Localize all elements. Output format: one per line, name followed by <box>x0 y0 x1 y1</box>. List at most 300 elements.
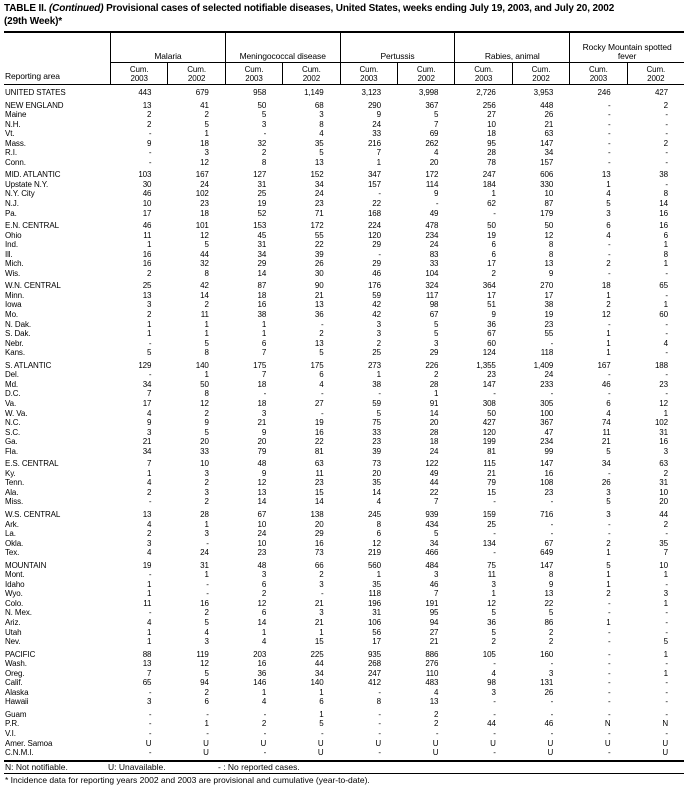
value-cell: 273 <box>367 360 381 370</box>
column-group-meningococcal: Meningococcal disease <box>225 33 340 63</box>
value-cell: - <box>665 627 668 637</box>
value-cell: U <box>662 748 668 758</box>
value-cell: - <box>665 389 668 399</box>
value-cell: - <box>608 100 611 110</box>
value-cell: 11 <box>315 468 324 478</box>
reporting-area-cell: Ariz. <box>5 617 21 627</box>
value-cell: 147 <box>482 379 496 389</box>
reporting-area-cell: MID. ATLANTIC <box>5 170 61 180</box>
value-cell: 1 <box>491 589 496 599</box>
value-cell: 14 <box>257 617 267 627</box>
value-cell: 17 <box>544 290 554 300</box>
table-section <box>4 101 684 168</box>
table-row <box>4 659 684 669</box>
value-cell: 5 <box>663 637 668 647</box>
value-cell: 16 <box>544 468 554 478</box>
value-cell: 3 <box>606 509 611 519</box>
value-cell: 716 <box>540 509 554 519</box>
value-cell: 16 <box>142 249 152 259</box>
value-cell: 560 <box>367 560 381 570</box>
value-cell: 5 <box>434 110 439 120</box>
value-cell: - <box>665 179 668 189</box>
table-row <box>4 348 684 358</box>
reporting-area-cell: E.S. CENTRAL <box>5 459 59 469</box>
reporting-area-cell: Fla. <box>5 446 18 456</box>
reporting-area-cell: NEW ENGLAND <box>5 100 64 110</box>
value-cell: - <box>206 589 209 599</box>
reporting-area-cell: W.S. CENTRAL <box>5 509 61 519</box>
value-cell: 28 <box>200 509 209 519</box>
value-cell: 3 <box>663 446 668 456</box>
reporting-area-cell: Minn. <box>5 290 25 300</box>
value-cell: 168 <box>367 208 381 218</box>
value-cell: 324 <box>425 281 439 291</box>
value-cell: 20 <box>257 437 267 447</box>
value-cell: 18 <box>200 138 209 148</box>
table-row <box>4 209 684 219</box>
value-cell: 1 <box>319 627 324 637</box>
value-cell: 23 <box>487 370 496 380</box>
table-section <box>4 221 684 278</box>
value-cell: 21 <box>142 437 152 447</box>
value-cell: 1,409 <box>533 360 554 370</box>
column-header-meningococcal-cum-2002 <box>282 63 339 84</box>
value-cell: - <box>665 290 668 300</box>
value-cell: - <box>378 249 381 259</box>
value-cell: 95 <box>429 608 439 618</box>
value-cell: 3,953 <box>533 88 554 97</box>
value-cell: 5 <box>147 348 152 358</box>
value-cell: 75 <box>487 560 496 570</box>
value-cell: 46 <box>142 189 152 199</box>
column-header-rmsf-cum-2002 <box>627 63 684 84</box>
value-cell: 90 <box>314 281 324 291</box>
value-cell: 29 <box>429 348 439 358</box>
value-cell: U <box>662 738 668 748</box>
value-cell: 886 <box>425 649 439 659</box>
value-cell: 2 <box>204 687 209 697</box>
year-label: 2003 <box>130 74 148 83</box>
value-cell: 36 <box>257 668 267 678</box>
value-cell: 62 <box>487 199 496 209</box>
value-cell: 34 <box>544 148 554 158</box>
value-cell: - <box>665 329 668 339</box>
reporting-area-cell: S. Dak. <box>5 329 31 339</box>
table-row <box>4 300 684 310</box>
value-cell: 42 <box>372 300 381 310</box>
value-cell: 2 <box>606 259 611 269</box>
value-cell: 2 <box>147 310 152 320</box>
value-cell: 153 <box>253 221 267 231</box>
value-cell: - <box>608 157 611 167</box>
value-cell: 196 <box>367 598 381 608</box>
value-cell: 24 <box>200 548 209 558</box>
value-cell: 2 <box>663 138 668 148</box>
reporting-area-cell: PACIFIC <box>5 649 36 659</box>
value-cell: 203 <box>253 649 267 659</box>
value-cell: 8 <box>548 570 554 580</box>
value-cell: 1 <box>261 319 267 329</box>
value-cell: 958 <box>253 88 267 97</box>
value-cell: 27 <box>487 110 496 120</box>
value-cell: 103 <box>138 170 152 180</box>
value-cell: 129 <box>138 360 152 370</box>
table-row <box>4 697 684 707</box>
table-row <box>4 688 684 698</box>
value-cell: 5 <box>376 408 381 418</box>
value-cell: 6 <box>491 249 496 259</box>
value-cell: - <box>608 659 611 669</box>
table-row <box>4 139 684 149</box>
table-row <box>4 428 684 438</box>
value-cell: 3 <box>376 319 381 329</box>
value-cell: - <box>665 608 668 618</box>
value-cell: 55 <box>544 329 554 339</box>
value-cell: 12 <box>200 157 209 167</box>
table-section <box>4 650 684 707</box>
value-cell: 16 <box>314 427 324 437</box>
value-cell: 7 <box>261 348 267 358</box>
value-cell: - <box>148 570 152 580</box>
value-cell: 122 <box>425 459 439 469</box>
value-cell: 10 <box>257 538 267 548</box>
value-cell: - <box>665 529 668 539</box>
value-cell: 2 <box>204 408 209 418</box>
value-cell: 6 <box>261 608 267 618</box>
table-row <box>4 520 684 530</box>
value-cell: 10 <box>659 487 668 497</box>
value-cell: 18 <box>257 379 267 389</box>
value-cell: 5 <box>204 240 209 250</box>
reporting-area-cell: Ark. <box>5 519 19 529</box>
value-cell: 35 <box>372 579 381 589</box>
value-cell: - <box>263 729 267 738</box>
value-cell: 11 <box>487 570 496 580</box>
value-cell: - <box>608 687 611 697</box>
table-row <box>4 110 684 120</box>
value-cell: 2 <box>204 497 209 507</box>
value-cell: 448 <box>540 100 554 110</box>
value-cell: - <box>493 659 496 669</box>
reporting-area-cell: Miss. <box>5 497 24 507</box>
value-cell: 3 <box>491 687 496 697</box>
value-cell: 199 <box>482 437 496 447</box>
value-cell: 4 <box>606 189 611 199</box>
reporting-area-cell: Wash. <box>5 659 27 669</box>
value-cell: 5 <box>606 560 611 570</box>
value-cell: U <box>260 738 267 748</box>
value-cell: N <box>662 719 668 729</box>
value-cell: 6 <box>261 338 267 348</box>
value-cell: 27 <box>314 398 324 408</box>
value-cell: 50 <box>200 379 209 389</box>
value-cell: 11 <box>200 310 209 320</box>
value-cell: - <box>493 548 496 558</box>
table-row <box>4 510 684 520</box>
value-cell: - <box>608 110 611 120</box>
value-cell: 4 <box>147 548 152 558</box>
reporting-area-cell: N.J. <box>5 199 19 209</box>
value-cell: - <box>148 148 152 158</box>
table-row <box>4 291 684 301</box>
table-section <box>4 361 684 456</box>
year-label: 2002 <box>417 74 435 83</box>
value-cell: - <box>550 338 554 348</box>
value-cell: 2 <box>606 300 611 310</box>
value-cell: 28 <box>487 148 496 158</box>
value-cell: 8 <box>376 697 381 707</box>
value-cell: - <box>665 579 668 589</box>
value-cell: 11 <box>143 230 152 240</box>
reporting-area-cell: R.I. <box>5 148 18 158</box>
reporting-area-cell: Ohio <box>5 230 22 240</box>
value-cell: - <box>378 389 381 399</box>
value-cell: 1 <box>204 129 209 139</box>
value-cell: 219 <box>367 548 381 558</box>
value-cell: 127 <box>253 170 267 180</box>
value-cell: 5 <box>606 497 611 507</box>
value-cell: 1 <box>147 589 152 599</box>
value-cell: 73 <box>314 548 324 558</box>
value-cell: 12 <box>601 310 611 320</box>
value-cell: 16 <box>142 259 152 269</box>
cum-label: Cum. <box>589 65 608 74</box>
value-cell: 21 <box>487 468 496 478</box>
value-cell: 12 <box>544 230 554 240</box>
value-cell: 13 <box>314 300 324 310</box>
table-row <box>4 370 684 380</box>
value-cell: 167 <box>597 360 611 370</box>
value-cell: 34 <box>142 446 152 456</box>
value-cell: 9 <box>261 427 267 437</box>
value-cell: 18 <box>200 208 209 218</box>
value-cell: - <box>608 697 611 707</box>
value-cell: 4 <box>434 687 439 697</box>
column-header-meningococcal-cum-2003 <box>225 63 282 84</box>
value-cell: 23 <box>257 548 267 558</box>
value-cell: 1,149 <box>304 88 324 97</box>
value-cell: - <box>148 748 152 758</box>
value-cell: 16 <box>659 437 668 447</box>
value-cell: 2 <box>434 709 439 719</box>
value-cell: - <box>148 687 152 697</box>
value-cell: 1 <box>606 617 611 627</box>
value-cell: 308 <box>482 398 496 408</box>
value-cell: 17 <box>487 290 496 300</box>
table-row <box>4 529 684 539</box>
value-cell: 3 <box>606 208 611 218</box>
value-cell: 4 <box>147 617 152 627</box>
value-cell: 100 <box>540 408 554 418</box>
value-cell: 29 <box>372 259 381 269</box>
value-cell: 18 <box>601 281 611 291</box>
value-cell: 11 <box>143 598 152 608</box>
value-cell: 22 <box>429 487 439 497</box>
value-cell: 3 <box>548 668 554 678</box>
value-cell: 102 <box>195 189 209 199</box>
reporting-area-cell: Vt. <box>5 129 15 139</box>
value-cell: 606 <box>540 170 554 180</box>
value-cell: - <box>608 748 611 758</box>
value-cell: 268 <box>367 659 381 669</box>
value-cell: - <box>665 709 668 719</box>
value-cell: 2 <box>606 538 611 548</box>
value-cell: - <box>608 668 611 678</box>
value-cell: 5 <box>261 110 267 120</box>
value-cell: 81 <box>487 446 496 456</box>
value-cell: 234 <box>540 437 554 447</box>
year-label: 2002 <box>647 74 665 83</box>
value-cell: 1 <box>319 687 324 697</box>
table-row <box>4 281 684 291</box>
value-cell: - <box>321 589 324 599</box>
value-cell: 167 <box>195 170 209 180</box>
value-cell: 29 <box>372 240 381 250</box>
value-cell: 245 <box>367 509 381 519</box>
value-cell: 2 <box>147 119 152 129</box>
year-label: 2003 <box>360 74 378 83</box>
value-cell: 21 <box>429 637 439 647</box>
value-cell: - <box>148 719 152 729</box>
value-cell: 20 <box>429 418 439 428</box>
value-cell: 46 <box>601 379 611 389</box>
reporting-area-cell: Iowa <box>5 300 22 310</box>
reporting-area-cell: Mich. <box>5 259 24 269</box>
table-row <box>4 170 684 180</box>
value-cell: 131 <box>540 678 554 688</box>
value-cell: 330 <box>540 179 554 189</box>
value-cell: 3 <box>434 338 439 348</box>
value-cell: 412 <box>367 678 381 688</box>
value-cell: 67 <box>544 538 554 548</box>
value-cell: 13 <box>142 100 152 110</box>
value-cell: 290 <box>367 100 381 110</box>
value-cell: - <box>665 370 668 380</box>
table-row <box>4 447 684 457</box>
value-cell: 2 <box>147 529 152 539</box>
value-cell: 44 <box>314 659 324 669</box>
value-cell: 46 <box>372 268 381 278</box>
value-cell: U <box>203 748 209 758</box>
value-cell: - <box>608 649 611 659</box>
value-cell: 13 <box>142 290 152 300</box>
value-cell: 427 <box>654 88 668 97</box>
value-cell: U <box>317 738 324 748</box>
value-cell: 7 <box>147 459 152 469</box>
reporting-area-cell: Oreg. <box>5 668 25 678</box>
value-cell: 9 <box>434 189 439 199</box>
value-cell: 6 <box>319 370 324 380</box>
value-cell: 29 <box>314 529 324 539</box>
table-body <box>4 85 684 758</box>
column-group-malaria: Malaria <box>110 33 225 63</box>
value-cell: 10 <box>200 459 209 469</box>
value-cell: 12 <box>487 598 496 608</box>
column-group-rmsf: Rocky Mountain spotted fever <box>569 33 684 63</box>
value-cell: 14 <box>372 487 381 497</box>
value-cell: 1 <box>147 637 152 647</box>
value-cell: 49 <box>429 468 439 478</box>
value-cell: 38 <box>372 379 381 389</box>
table-row <box>4 650 684 660</box>
value-cell: 12 <box>200 230 209 240</box>
value-cell: 10 <box>487 119 496 129</box>
value-cell: 8 <box>548 249 554 259</box>
value-cell: - <box>608 138 611 148</box>
value-cell: 5 <box>606 199 611 209</box>
reporting-area-cell: Tenn. <box>5 478 25 488</box>
value-cell: 79 <box>487 478 496 488</box>
value-cell: 939 <box>425 509 439 519</box>
value-cell: 4 <box>147 519 152 529</box>
value-cell: 5 <box>434 319 439 329</box>
value-cell: 5 <box>491 627 496 637</box>
value-cell: - <box>608 148 611 158</box>
value-cell: 20 <box>659 497 668 507</box>
value-cell: 4 <box>147 408 152 418</box>
reporting-area-cell: Guam <box>5 709 27 719</box>
value-cell: 94 <box>429 617 439 627</box>
value-cell: - <box>550 729 554 738</box>
value-cell: 20 <box>372 468 381 478</box>
column-header-rabies-cum-2003 <box>454 63 511 84</box>
value-cell: 67 <box>429 310 439 320</box>
value-cell: 71 <box>314 208 324 218</box>
value-cell: - <box>148 370 152 380</box>
value-cell: 16 <box>257 659 267 669</box>
value-cell: 7 <box>147 668 152 678</box>
value-cell: 1 <box>606 579 611 589</box>
column-header-pertussis-cum-2003 <box>340 63 397 84</box>
value-cell: 7 <box>434 589 439 599</box>
reporting-area-cell: Ala. <box>5 487 19 497</box>
value-cell: 7 <box>663 548 668 558</box>
value-cell: - <box>550 709 554 719</box>
value-cell: 118 <box>368 589 381 599</box>
table-row <box>4 719 684 729</box>
value-cell: 1 <box>663 668 668 678</box>
value-cell: 225 <box>310 649 324 659</box>
value-cell: - <box>608 468 611 478</box>
value-cell: - <box>665 268 668 278</box>
value-cell: 134 <box>482 538 496 548</box>
value-cell: 3 <box>147 697 152 707</box>
value-cell: 191 <box>425 598 439 608</box>
value-cell: 1 <box>376 157 381 167</box>
value-cell: 1 <box>663 649 668 659</box>
value-cell: - <box>550 497 554 507</box>
value-cell: 20 <box>200 437 209 447</box>
value-cell: 31 <box>257 240 267 250</box>
table-row <box>4 710 684 720</box>
value-cell: 48 <box>257 560 267 570</box>
table-row <box>4 739 684 749</box>
value-cell: - <box>148 338 152 348</box>
value-cell: - <box>608 129 611 139</box>
table-row <box>4 129 684 139</box>
value-cell: 233 <box>540 379 554 389</box>
value-cell: 2,726 <box>476 88 496 97</box>
value-cell: 36 <box>314 310 324 320</box>
value-cell: 115 <box>483 459 496 469</box>
value-cell: 42 <box>372 310 381 320</box>
table-row <box>4 380 684 390</box>
value-cell: 6 <box>606 398 611 408</box>
value-cell: - <box>493 729 496 738</box>
value-cell: 160 <box>540 649 554 659</box>
value-cell: 5 <box>434 529 439 539</box>
value-cell: 276 <box>425 659 439 669</box>
